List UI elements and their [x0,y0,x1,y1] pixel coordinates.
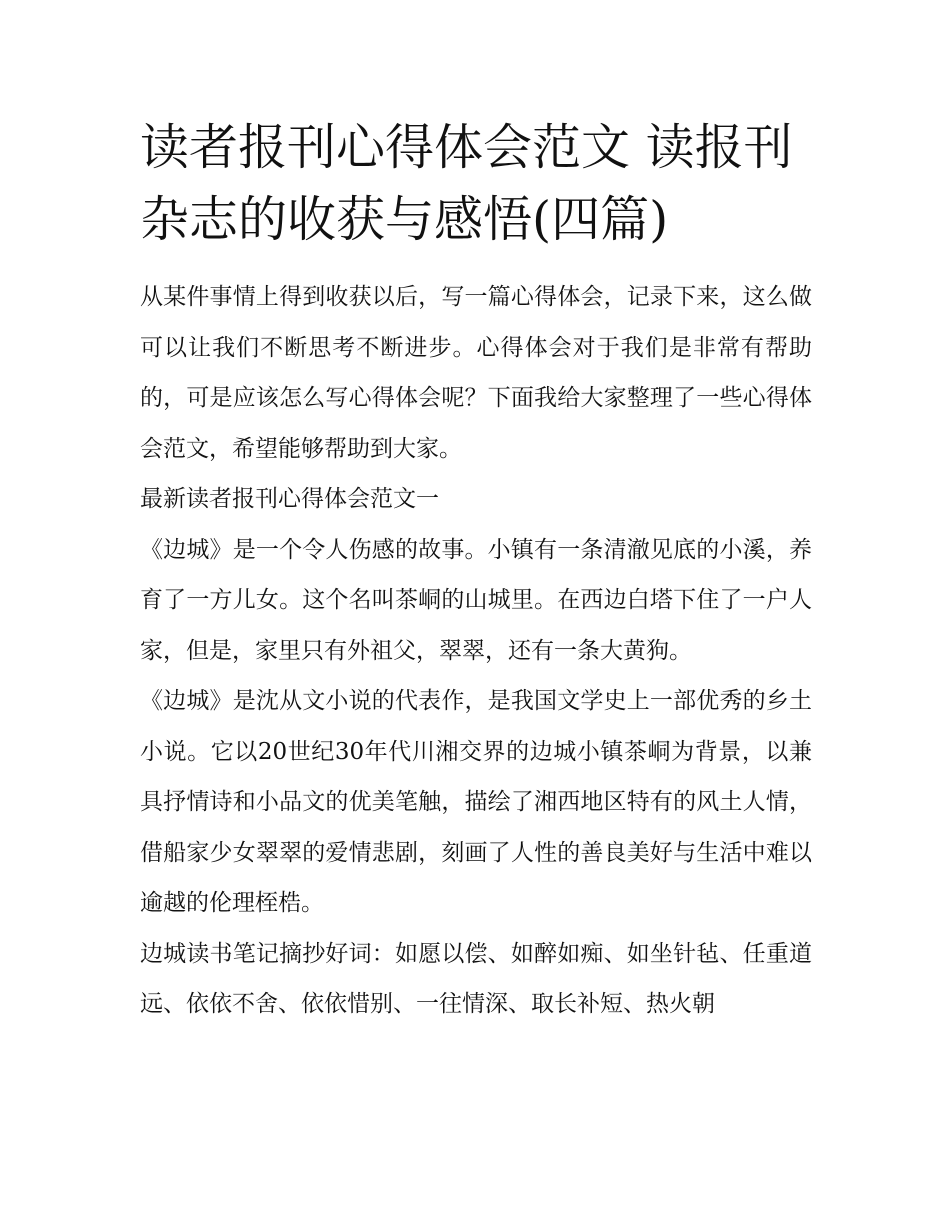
body-paragraph-1: 《边城》是一个令人伤感的故事。小镇有一条清澈见底的小溪，养育了一方儿女。这个名叫茶峒的山城里。在西边白塔下住了一户人家，但是，家里只有外祖父，翠翠，还有一条大黄狗。 [140,536,812,664]
section-heading: 最新读者报刊心得体会范文一 [140,486,439,512]
document-body [140,112,812,1030]
document-title: 读者报刊心得体会范文 读报刊杂志的收获与感悟(四篇) [140,119,793,248]
intro-paragraph: 从某件事情上得到收获以后，写一篇心得体会，记录下来，这么做可以让我们不断思考不断进步。心得体会对于我们是非常有帮助的，可是应该怎么写心得体会呢？下面我给大家整理了一些心得体会范文，希望能够帮助到大家。 [140,284,812,462]
body-paragraph-2: 《边城》是沈从文小说的代表作，是我国文学史上一部优秀的乡土小说。它以20世纪30年代川湘交界的边城小镇茶峒为背景，以兼具抒情诗和小品文的优美笔触，描绘了湘西地区特有的风土人情，借船家少女翠翠的爱情悲剧，刻画了人性的善良美好与生活中难以逾越的伦理桎梏。 [140,688,812,916]
body-paragraph-3: 边城读书笔记摘抄好词：如愿以偿、如醉如痴、如坐针毡、任重道远、依依不舍、依依惜别、一往情深、取长补短、热火朝 [140,940,812,1017]
